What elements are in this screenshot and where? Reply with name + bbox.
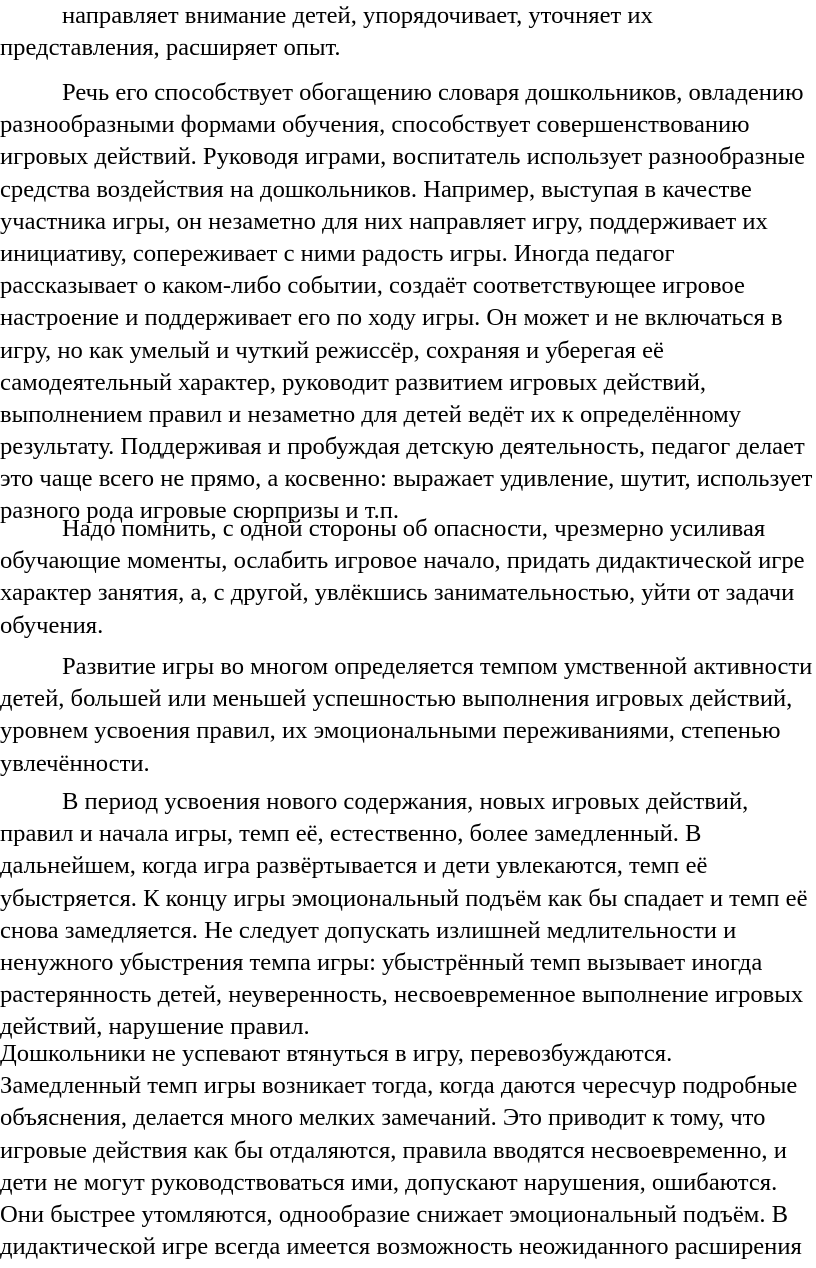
text-line: обучения. bbox=[0, 611, 104, 639]
text-line: дети не могут руководствоваться ими, допускают нарушения, ошибаются. bbox=[0, 1168, 778, 1196]
text-line: действий, нарушение правил. bbox=[0, 1013, 310, 1041]
text-line: растерянность детей, неуверенность, несвоевременное выполнение игровых bbox=[0, 981, 804, 1009]
text-line: направляет внимание детей, упорядочивает, уточняет их bbox=[62, 2, 653, 29]
text-line: представления, расширяет опыт. bbox=[0, 34, 341, 62]
text-line: участника игры, он незаметно для них направляет игру, поддерживает их bbox=[0, 207, 768, 235]
paragraph bbox=[0, 0, 816, 64]
text-line: результату. Поддерживая и пробуждая детскую деятельность, педагог делает bbox=[0, 433, 805, 461]
text-line: Речь его способствует обогащению словаря дошкольников, овладению bbox=[62, 79, 804, 106]
text-line: самодеятельный характер, руководит развитием игровых действий, bbox=[0, 368, 707, 396]
paragraph bbox=[0, 513, 816, 642]
text-line: Дошкольники не успевают втянуться в игру, перевозбуждаются. bbox=[0, 1040, 673, 1067]
text-line: убыстряется. К концу игры эмоциональный подъём как бы спадает и темп её bbox=[0, 884, 808, 912]
text-line: средства воздействия на дошкольников. Например, выступая в качестве bbox=[0, 175, 752, 203]
text-line: рассказывает о каком-либо событии, создаёт соответствующее игровое bbox=[0, 272, 745, 300]
paragraph bbox=[0, 651, 816, 780]
text-line: выполнением правил и незаметно для детей ведёт их к определённому bbox=[0, 400, 742, 428]
text-line: объяснения, делается много мелких замечаний. Это приводит к тому, что bbox=[0, 1104, 766, 1132]
paragraph bbox=[0, 77, 816, 528]
text-line: Они быстрее утомляются, однообразие снижает эмоциональный подъём. В bbox=[0, 1200, 789, 1228]
text-line: игровые действия как бы отдаляются, правила вводятся несвоевременно, и bbox=[0, 1136, 787, 1164]
text-line: обучающие моменты, ослабить игровое начало, придать дидактической игре bbox=[0, 547, 805, 575]
text-line: игру, но как умелый и чуткий режиссёр, сохраняя и уберегая её bbox=[0, 336, 664, 364]
text-line: инициативу, сопереживает с ними радость игры. Иногда педагог bbox=[0, 239, 675, 267]
text-line: дальнейшем, когда игра развёртывается и дети увлекаются, темп её bbox=[0, 852, 708, 880]
text-line: это чаще всего не прямо, а косвенно: выражает удивление, шутит, использует bbox=[0, 465, 813, 493]
text-line: снова замедляется. Не следует допускать излишней медлительности и bbox=[0, 916, 737, 944]
text-line: Замедленный темп игры возникает тогда, когда даются чересчур подробные bbox=[0, 1072, 798, 1100]
text-line: разнообразными формами обучения, способствует совершенствованию bbox=[0, 111, 750, 139]
text-line: характер занятия, а, с другой, увлёкшись занимательностью, уйти от задачи bbox=[0, 579, 795, 607]
text-line: ненужного убыстрения темпа игры: убыстрённый темп вызывает иногда bbox=[0, 948, 763, 976]
text-line: правил и начала игры, темп её, естественно, более замедленный. В bbox=[0, 820, 702, 848]
paragraph bbox=[0, 786, 816, 1044]
text-line: игровых действий. Руководя играми, воспитатель использует разнообразные bbox=[0, 143, 806, 171]
text-line: увлечённости. bbox=[0, 749, 150, 777]
text-line: настроение и поддерживает его по ходу игры. Он может и не включаться в bbox=[0, 304, 783, 332]
text-line: В период усвоения нового содержания, новых игровых действий, bbox=[62, 788, 749, 815]
text-line: разного рода игровые сюрпризы и т.п. bbox=[0, 497, 400, 525]
text-line: Надо помнить, с одной стороны об опасности, чрезмерно усиливая bbox=[62, 515, 766, 542]
text-line: дидактической игре всегда имеется возможность неожиданного расширения bbox=[0, 1233, 802, 1261]
text-line: Развитие игры во многом определяется темпом умственной активности bbox=[62, 653, 813, 680]
paragraph bbox=[0, 1038, 816, 1263]
text-line: детей, большей или меньшей успешностью выполнения игровых действий, bbox=[0, 685, 793, 713]
text-line: уровнем усвоения правил, их эмоциональными переживаниями, степенью bbox=[0, 717, 781, 745]
